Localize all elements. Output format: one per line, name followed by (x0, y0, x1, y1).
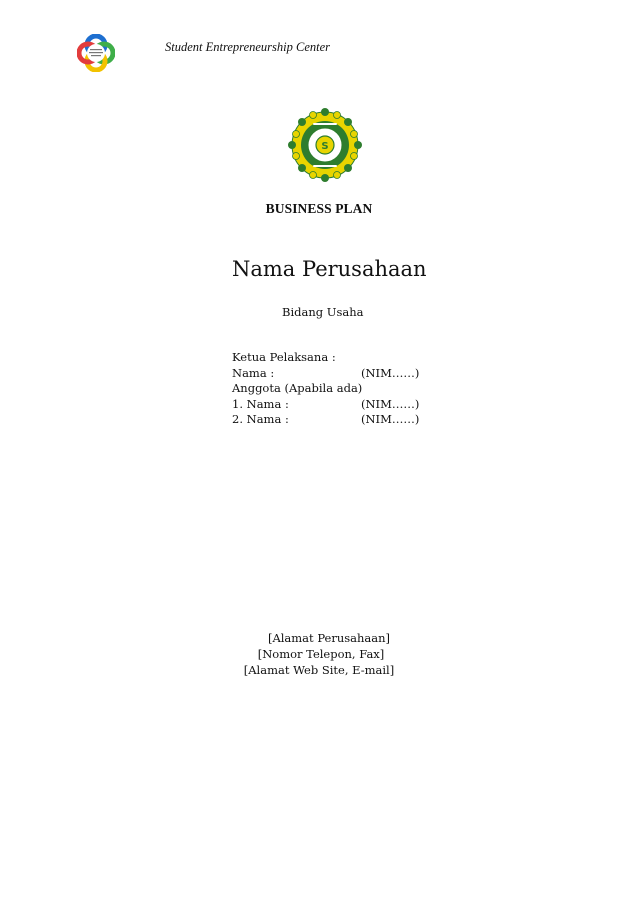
member-name-label: 2. Nama : (232, 412, 289, 426)
member-row (232, 397, 419, 413)
leader-nim: (NIM……) (361, 365, 420, 380)
leader-name-label: Nama : (232, 365, 275, 380)
team-section (232, 350, 419, 428)
members-heading (232, 381, 419, 397)
address-section (0, 630, 638, 678)
leader-heading-text: Ketua Pelaksana : (232, 350, 336, 364)
company-name: Nama Perusahaan (232, 257, 427, 281)
member-nim: (NIM……) (361, 412, 420, 426)
member-nim: (NIM……) (361, 396, 420, 411)
members-heading-text: Anggota (Apabila ada) (232, 381, 363, 395)
leader-row (232, 366, 419, 382)
document-title: BUSINESS PLAN (265, 201, 373, 216)
student-entrepreneurship-center-logo-icon (77, 34, 115, 72)
phone-fax: [Nomor Telepon, Fax] (257, 647, 385, 661)
business-field: Bidang Usaha (282, 305, 364, 319)
university-emblem-icon (286, 106, 364, 184)
member-name-label: 1. Nama : (232, 396, 289, 411)
company-address: [Alamat Perusahaan] (267, 631, 391, 645)
leader-heading (232, 350, 419, 366)
svg-text:S: S (321, 141, 329, 152)
website-email: [Alamat Web Site, E-mail] (243, 663, 395, 677)
member-row (232, 412, 419, 428)
header-text: Student Entrepreneurship Center (165, 40, 331, 54)
